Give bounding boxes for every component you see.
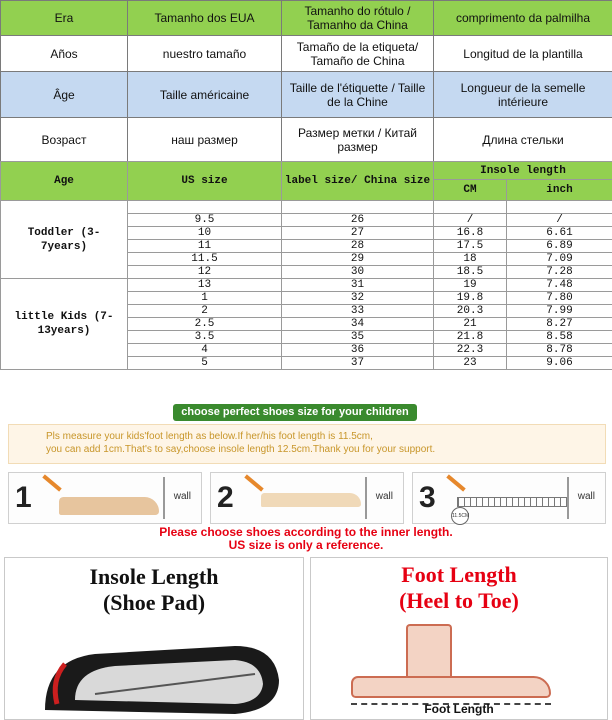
cell-us: 9.5: [128, 214, 282, 227]
shoe-pad-icon: [35, 640, 285, 718]
ruler-icon: [457, 497, 567, 507]
cell-china: 29: [282, 253, 434, 266]
measure-steps: [8, 472, 606, 524]
lang-row-fr: [1, 72, 612, 118]
cell-pt-insole: comprimento da palmilha: [434, 1, 612, 36]
cell-us: 1: [128, 292, 282, 305]
foot-panel: [310, 557, 608, 720]
cell-cm: 17.5: [434, 240, 507, 253]
cell-us: 5: [128, 357, 282, 370]
cell-us: 13: [128, 279, 282, 292]
age-group-cell: little Kids (7-13years): [1, 279, 128, 370]
guide-banner: choose perfect shoes size for your children: [173, 404, 417, 421]
cell-cm: 16.8: [434, 227, 507, 240]
cell-fr-insole: Longueur de la semelle intérieure: [434, 72, 612, 118]
size-header-row: [1, 162, 612, 180]
cell-inch: 7.28: [507, 266, 612, 279]
measure-stamp: 11.5CM: [451, 507, 469, 525]
lang-row-pt: [1, 1, 612, 36]
arrow-icon: [446, 474, 465, 491]
wall-label: wall: [375, 491, 393, 502]
size-table-body: [1, 201, 612, 370]
cell-ru-us: наш размер: [128, 118, 282, 162]
cell-china: 30: [282, 266, 434, 279]
cell-us: 11: [128, 240, 282, 253]
step-3: [412, 472, 606, 524]
cell-fr-us: Taille américaine: [128, 72, 282, 118]
lang-row-es: [1, 36, 612, 72]
header-inch: inch: [507, 180, 612, 201]
step-1: [8, 472, 202, 524]
cell-cm: 23: [434, 357, 507, 370]
length-illustrations: [0, 557, 612, 720]
step-number: 2: [217, 481, 234, 514]
cell-inch: 7.99: [507, 305, 612, 318]
header-cm: CM: [434, 180, 507, 201]
cell-pt-us: Tamanho dos EUA: [128, 1, 282, 36]
step-number: 3: [419, 481, 436, 514]
cell-china: [282, 201, 434, 214]
cell-china: 27: [282, 227, 434, 240]
arrow-icon: [42, 474, 61, 491]
arrow-icon: [244, 474, 263, 491]
cell-ru-insole: Длина стельки: [434, 118, 612, 162]
cell-cm: 19: [434, 279, 507, 292]
cell-china: 35: [282, 331, 434, 344]
cell-inch: 7.80: [507, 292, 612, 305]
warning-note: [0, 526, 612, 552]
cell-us: 10: [128, 227, 282, 240]
cell-cm: 18.5: [434, 266, 507, 279]
cell-us: 11.5: [128, 253, 282, 266]
note-line-2: you can add 1cm.That's to say,choose insole length 12.5cm.Thank you for your support.: [46, 444, 436, 455]
language-table: [0, 0, 612, 162]
header-age: Age: [1, 162, 128, 201]
measure-note: [8, 424, 606, 464]
wall-label: wall: [577, 491, 595, 502]
cell-inch: 9.06: [507, 357, 612, 370]
foot-icon: [351, 676, 551, 698]
cell-us: 2.5: [128, 318, 282, 331]
warning-line-2: US size is only a reference.: [228, 538, 384, 552]
cell-inch: 7.48: [507, 279, 612, 292]
cell-cm: /: [434, 214, 507, 227]
cell-ru-age: Возраст: [1, 118, 128, 162]
foot-subtitle: (Heel to Toe): [399, 588, 519, 613]
foot-icon: [59, 497, 159, 515]
lang-row-ru: [1, 118, 612, 162]
table-row: [1, 201, 612, 214]
header-label-size: label size/ China size: [282, 162, 434, 201]
cell-us: 4: [128, 344, 282, 357]
cell-inch: 8.58: [507, 331, 612, 344]
cell-china: 36: [282, 344, 434, 357]
cell-china: 34: [282, 318, 434, 331]
cell-us: 2: [128, 305, 282, 318]
cell-us: 12: [128, 266, 282, 279]
cell-china: 32: [282, 292, 434, 305]
insole-title: Insole Length: [89, 564, 219, 589]
cell-cm: [434, 201, 507, 214]
cell-inch: 8.78: [507, 344, 612, 357]
note-line-1: Pls measure your kids'foot length as below.If her/his foot length is 11.5cm,: [46, 431, 373, 442]
header-us-size: US size: [128, 162, 282, 201]
cell-pt-age: Era: [1, 1, 128, 36]
size-chart-table: [0, 161, 612, 370]
cell-fr-age: Âge: [1, 72, 128, 118]
cell-china: 31: [282, 279, 434, 292]
cell-es-label: Tamaño de la etiqueta/ Tamaño de China: [282, 36, 434, 72]
cell-inch: 7.09: [507, 253, 612, 266]
cell-inch: 6.61: [507, 227, 612, 240]
cell-cm: 18: [434, 253, 507, 266]
cell-us: [128, 201, 282, 214]
insole-subtitle: (Shoe Pad): [102, 590, 206, 615]
cell-inch: /: [507, 214, 612, 227]
cell-china: 37: [282, 357, 434, 370]
insole-panel: [4, 557, 304, 720]
header-insole-length: Insole length: [434, 162, 612, 180]
cell-china: 26: [282, 214, 434, 227]
foot-length-label: Foot Length: [424, 702, 494, 716]
table-row: [1, 279, 612, 292]
cell-inch: [507, 201, 612, 214]
warning-line-1: Please choose shoes according to the inner length.: [159, 525, 453, 539]
measure-guide: [0, 400, 612, 555]
cell-china: 28: [282, 240, 434, 253]
cell-es-insole: Longitud de la plantilla: [434, 36, 612, 72]
cell-china: 33: [282, 305, 434, 318]
cell-fr-label: Taille de l'étiquette / Taille de la Chine: [282, 72, 434, 118]
cell-cm: 21.8: [434, 331, 507, 344]
cell-inch: 6.89: [507, 240, 612, 253]
wall-line: [365, 477, 367, 519]
foot-title: Foot Length: [401, 562, 517, 587]
cell-es-us: nuestro tamaño: [128, 36, 282, 72]
cell-es-age: Años: [1, 36, 128, 72]
foot-icon: [261, 493, 361, 507]
cell-ru-label: Размер метки / Китай размер: [282, 118, 434, 162]
wall-line: [567, 477, 569, 519]
leg-icon: [406, 624, 452, 684]
cell-us: 3.5: [128, 331, 282, 344]
cell-cm: 21: [434, 318, 507, 331]
age-group-cell: Toddler (3-7years): [1, 201, 128, 279]
cell-inch: 8.27: [507, 318, 612, 331]
step-2: [210, 472, 404, 524]
step-number: 1: [15, 481, 32, 514]
cell-cm: 19.8: [434, 292, 507, 305]
wall-label: wall: [173, 491, 191, 502]
wall-line: [163, 477, 165, 519]
cell-pt-label: Tamanho do rótulo / Tamanho da China: [282, 1, 434, 36]
cell-cm: 22.3: [434, 344, 507, 357]
cell-cm: 20.3: [434, 305, 507, 318]
